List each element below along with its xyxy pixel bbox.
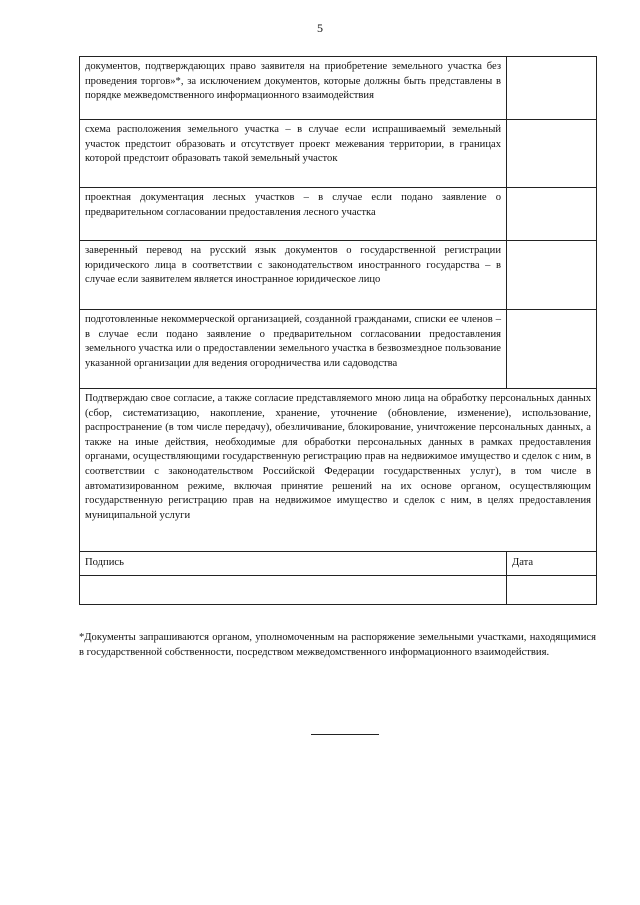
document-item-text: проектная документация лесных участков – в случае если подано заявление о предварительном согласовании предоставления лесного участка (80, 188, 507, 241)
table-row (80, 57, 597, 120)
table-row (80, 241, 597, 310)
document-item-mark-cell[interactable] (507, 188, 597, 241)
document-item-mark-cell[interactable] (507, 120, 597, 188)
document-item-mark-cell[interactable] (507, 57, 597, 120)
documents-table (79, 56, 597, 605)
footnote: *Документы запрашиваются органом, уполномоченным на распоряжение земельными участками, находящимися в государственной собственности, посредством межведомственного информационного взаимодействия. (79, 632, 596, 658)
document-item-text: схема расположения земельного участка – в случае если испрашиваемый земельный участок предстоит образовать и отсутствует проект межевания территории, в границах которой предстоит образовать такой земельный участок (80, 120, 507, 188)
end-divider (311, 734, 379, 735)
signature-label: Подпись (80, 552, 507, 576)
date-field[interactable] (507, 575, 597, 604)
table-row (80, 310, 597, 389)
signature-field[interactable] (80, 575, 507, 604)
signature-label-row (80, 552, 597, 576)
document-item-mark-cell[interactable] (507, 310, 597, 389)
consent-text: Подтверждаю свое согласие, а также согласие представляемого мною лица на обработку персональных данных (сбор, систематизацию, накопление, хранение, уточнение (обновление, изменение), использование, распространение (в том числе передачу), обезличивание, блокирование, уничтожение персональных данных, а также на иные действия, необходимые для обработки персональных данных в рамках предоставления органами, осуществляющими государственную регистрацию прав на недвижимое имущество и сделок с ним, в соответствии с законодательством Российской Федерации государственных услуг), в том числе в автоматизированном режиме, включая принятие решений на их основе органом, осуществляющим государственную регистрацию прав на недвижимое имущество и сделок с ним, в целях предоставления муниципальной услуги (80, 389, 597, 552)
signature-entry-row (80, 575, 597, 604)
document-item-mark-cell[interactable] (507, 241, 597, 310)
document-item-text: документов, подтверждающих право заявителя на приобретение земельного участка без проведения торгов»*, за исключением документов, которые должны быть представлены в порядке межведомственного информационного взаимодействия (80, 57, 507, 120)
document-item-text: подготовленные некоммерческой организацией, созданной гражданами, списки ее членов – в случае если подано заявление о предварительном согласовании предоставления земельного участка или о предоставлении земельного участка в безвозмездное пользование указанной организации для ведения огородничества или садоводства (80, 310, 507, 389)
document-item-text: заверенный перевод на русский язык документов о государственной регистрации юридического лица в соответствии с законодательством иностранного государства – в случае если заявителем является иностранное юридическое лицо (80, 241, 507, 310)
table-row (80, 120, 597, 188)
page-number: 5 (317, 21, 323, 35)
consent-row (80, 389, 597, 552)
table-row (80, 188, 597, 241)
date-label: Дата (507, 552, 597, 576)
